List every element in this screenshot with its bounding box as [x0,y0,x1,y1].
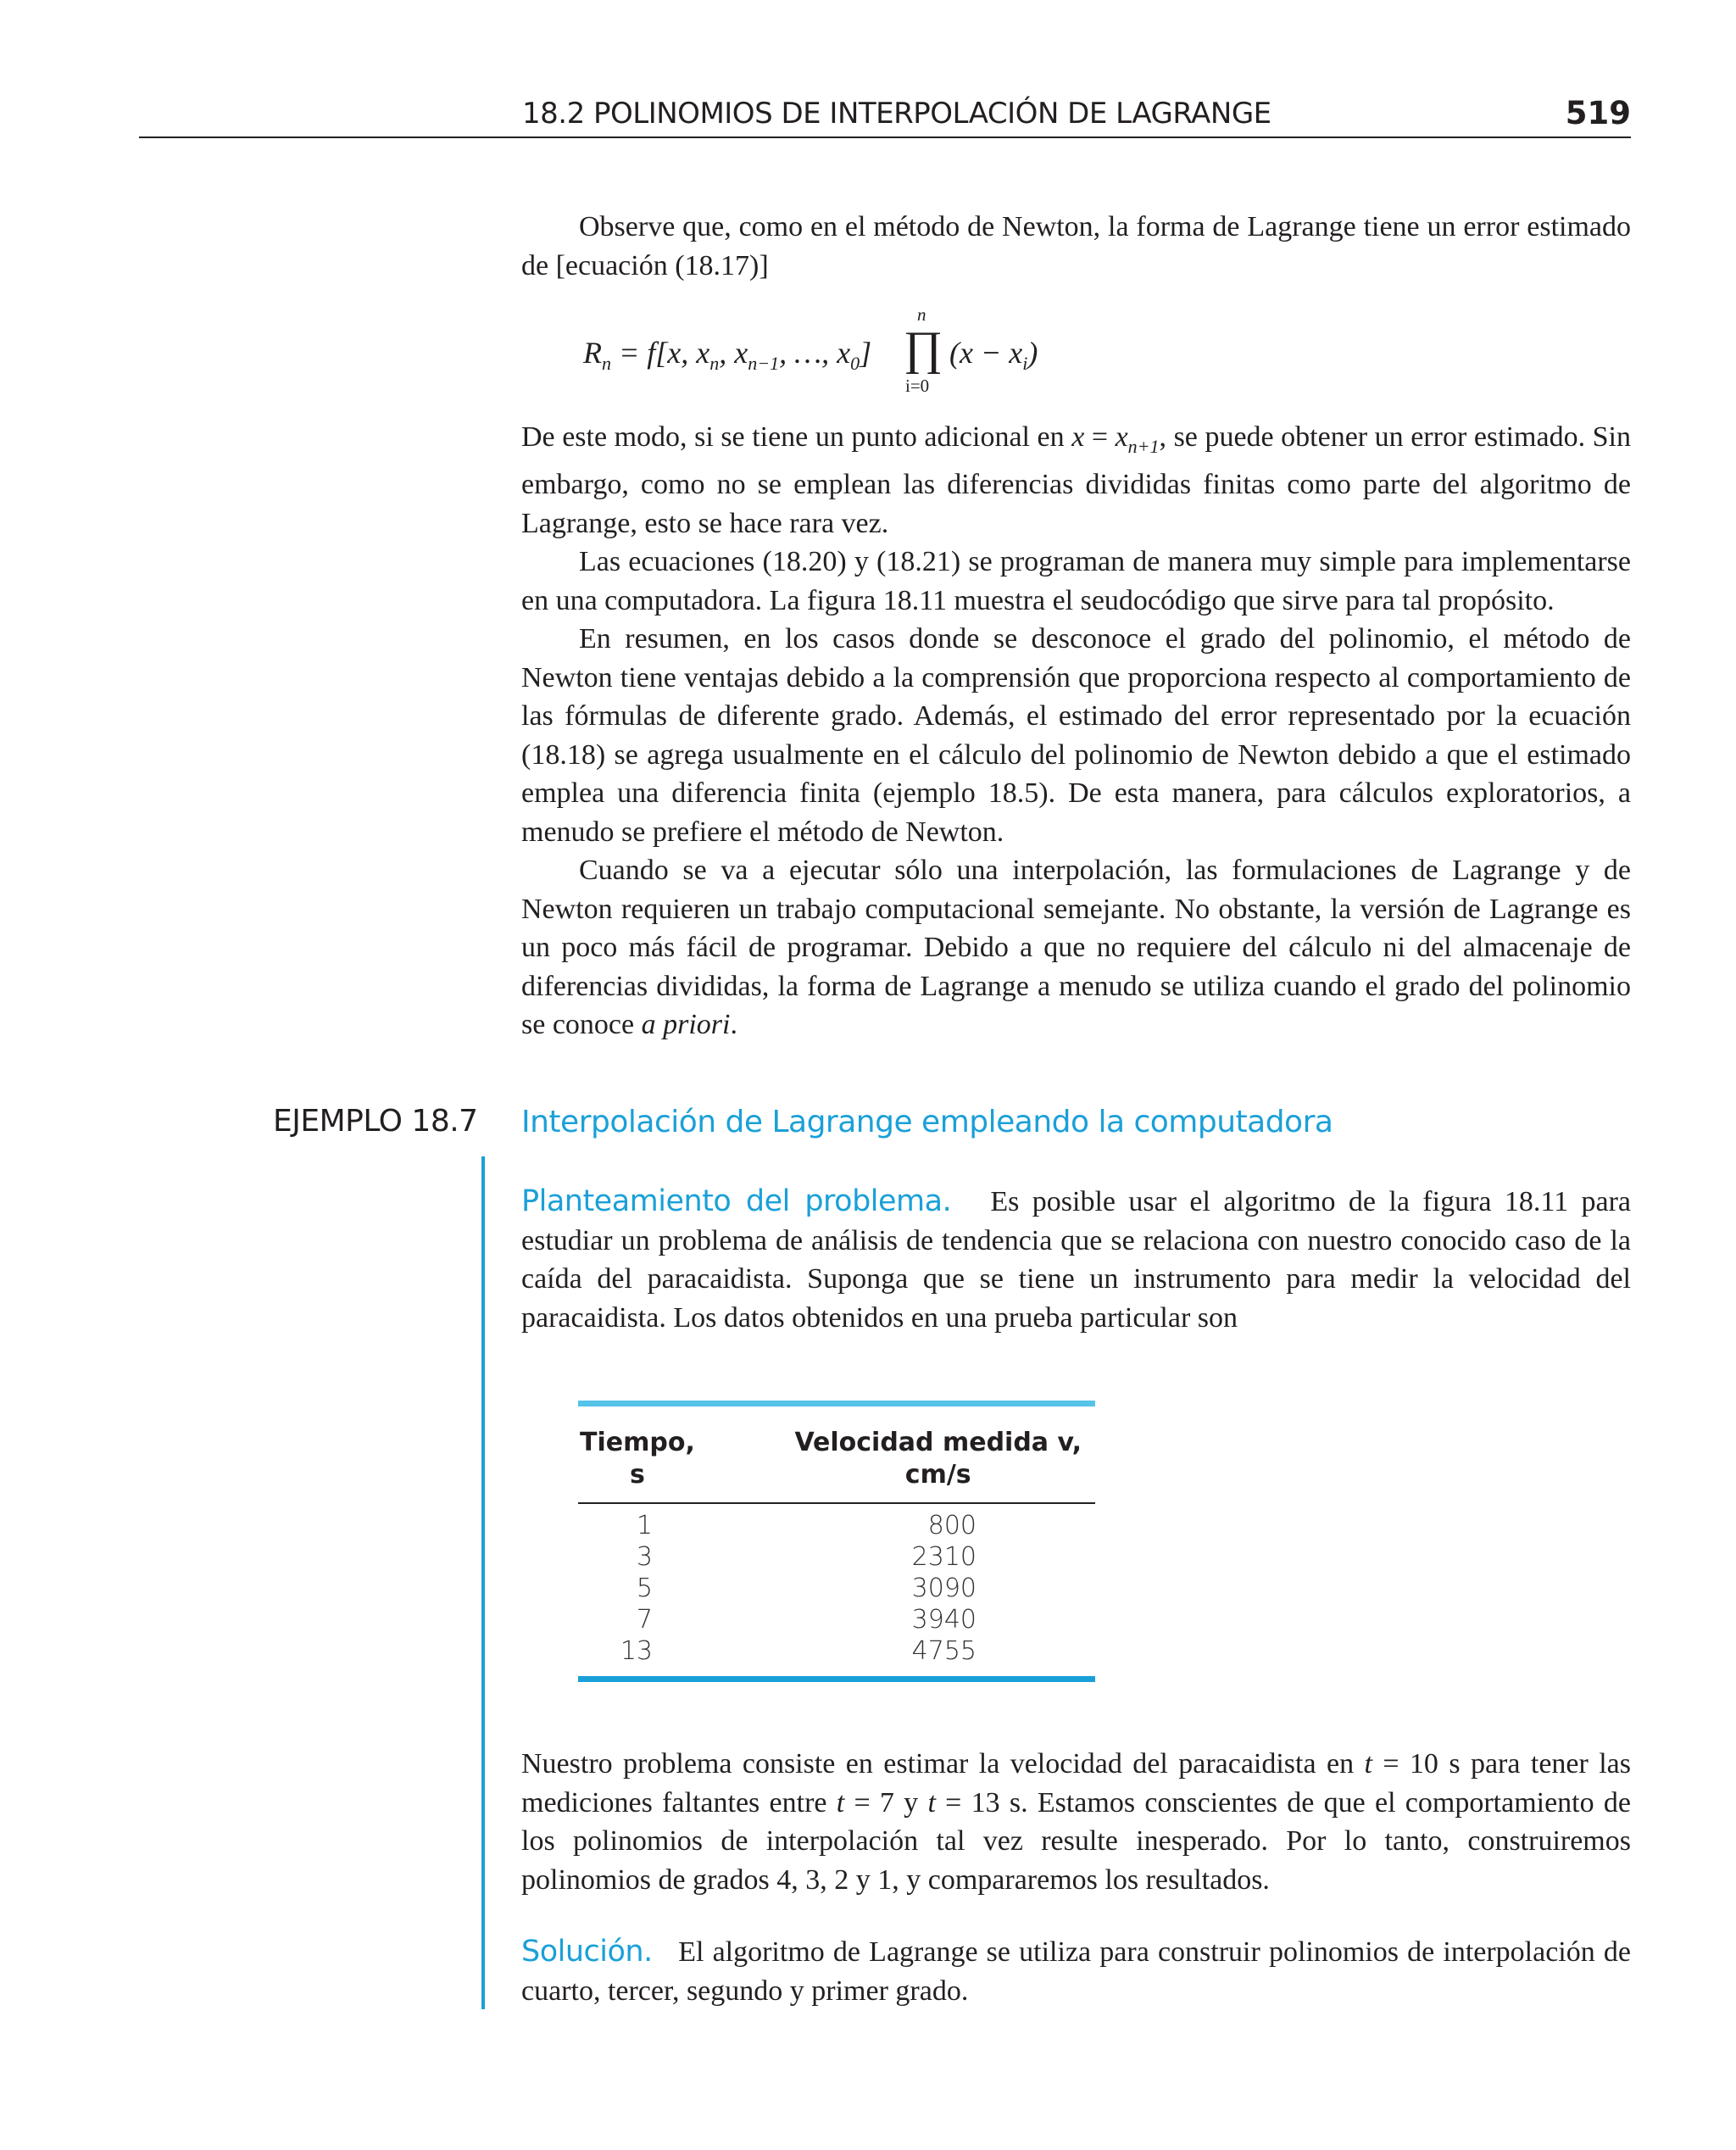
eq-r: R [583,336,602,370]
eq-end: , …, x [779,336,851,370]
after-b: = 10 s para tener las mediciones faltantes entre [521,1748,1631,1819]
intro-block [521,208,1631,285]
p2-eq: = [1084,421,1116,453]
table-row [578,1542,1095,1574]
paragraph-solution [521,1933,1631,2010]
table-body [578,1504,1095,1676]
table-header [578,1406,1095,1502]
col-header-time [580,1427,695,1491]
error-equation [583,304,1058,403]
problem-block [521,1183,1631,1337]
solution-block [521,1933,1631,2010]
eq-rhs: = f[x, x [619,336,710,370]
table-row [578,1636,1095,1668]
p5-em: a priori [641,1009,731,1041]
paragraph-problem [521,1183,1631,1337]
page-number: 519 [1565,95,1631,131]
body-block [521,418,1631,1044]
example-title: Interpolación de Lagrange empleando la computadora [521,1105,1333,1139]
example-label: EJEMPLO 18.7 [273,1104,478,1139]
equation-factor [949,335,1038,375]
eq-mid: , x [719,336,748,370]
col1-line1: Tiempo, [580,1428,695,1457]
p2-x: x [1071,421,1085,453]
paragraph-problem-goal [521,1745,1631,1899]
eq-sub-n: n [709,353,720,375]
after-t3: t [927,1786,936,1819]
paragraph-equations: Las ecuaciones (18.20) y (18.21) se programan de manera muy simple para implementarse en una computadora. La figura 18.11 muestra el seudocódigo que sirve para tal propósito. [521,546,1631,616]
p5-end: . [730,1009,737,1041]
col1-line2: s [629,1460,645,1490]
paragraph-summary: En resumen, en los casos donde se desconoce el grado del polinomio, el método de Newton tiene ventajas debido a la comprensión que proporciona respecto al comportamiento de las fórmulas de diferente grado. Además, el estimado del error representado por la ecuación (18.18) se agrega usualmente en el cálculo del polinomio de Newton debido a que el estimado emplea una diferencia finita (ejemplo 18.5). De esta manera, para cálculos exploratorios, a menudo se prefiere el método de Newton. [521,623,1631,848]
example-side-bar [481,1156,485,2009]
col-header-velocity [794,1427,1082,1491]
col2-line2: cm/s [904,1460,971,1490]
p2-a: De este modo, si se tiene un punto adicional en [521,421,1072,453]
table-row [578,1511,1095,1542]
problem-heading: Planteamiento del problema. [521,1184,952,1218]
header-rule [139,136,1631,138]
eq-r-sub: n [602,353,611,375]
eq-factor: (x − x [949,336,1023,370]
cell-velocity: 800 [927,1511,976,1540]
eq-sub-n1: n−1 [748,353,780,375]
p5-a: Cuando se va a ejecutar sólo una interpolación, las formulaciones de Lagrange y de Newton requieren un trabajo computacional semejante. No obstante, la versión de Lagrange es un poco más fácil de programar. Debido a que no requiere del cálculo ni del almacenaje de diferencias divididas, la forma de Lagrange a menudo se utiliza cuando el grado del polinomio se conoce [521,855,1631,1041]
after-table-block [521,1745,1631,1899]
paragraph-single-interpolation [521,851,1631,1044]
cell-velocity: 2310 [911,1542,976,1572]
paragraph-additional-point [521,418,1631,543]
table-bottom-rule [578,1676,1095,1682]
p2-x2: x [1115,421,1128,453]
after-c: = 7 y [844,1786,928,1819]
cell-velocity: 3090 [911,1574,976,1603]
after-t2: t [836,1786,845,1819]
cell-time: 7 [636,1605,653,1635]
eq-factor-sub: i [1022,353,1028,375]
after-t1: t [1364,1748,1372,1780]
table-row [578,1605,1095,1636]
eq-close: ] [860,336,872,370]
equation-lhs [583,335,871,375]
cell-time: 13 [620,1636,653,1666]
eq-factor-close: ) [1027,336,1038,370]
paragraph-intro: Observe que, como en el método de Newton, la forma de Lagrange tiene un error estimado de [ecuación (18.17)] [521,211,1631,281]
cell-time: 1 [636,1511,653,1540]
running-head: 18.2 POLINOMIOS DE INTERPOLACIÓN DE LAGRANGE [522,97,1271,131]
p2-sub: n+1 [1127,435,1160,457]
cell-velocity: 4755 [911,1636,976,1666]
after-a: Nuestro problema consiste en estimar la velocidad del paracaidista en [521,1748,1365,1780]
table-top-rule [578,1401,1095,1406]
p2-b: , se puede obtener un error estimado. Sin embargo, como no se emplean las diferencias divididas finitas como parte del algoritmo de Lagrange, esto se hace rara vez. [521,421,1631,539]
eq-sub-0: 0 [850,353,860,375]
solution-heading: Solución. [521,1935,653,1969]
cell-time: 3 [636,1542,653,1572]
product-lower-limit: i=0 [905,376,930,396]
problem-text: Es posible usar el algoritmo de la figura 18.11 para estudiar un problema de análisis de tendencia que se relaciona con nuestro conocido caso de la caída del paracaidista. Suponga que se tiene un instrumento para medir la velocidad del paracaidista. Los datos obtenidos en una prueba particular son [521,1186,1632,1334]
col2-line1: Velocidad medida v, [794,1428,1082,1457]
product-symbol: ∏ [904,322,943,375]
after-d: = 13 s. Estamos conscientes de que el comportamiento de los polinomios de interpolación tal vez resulte inesperado. Por lo tanto, construiremos polinomios de grados 4, 3, 2 y 1, y compararemos los resultados. [521,1786,1631,1896]
cell-time: 5 [636,1574,653,1603]
data-table [578,1401,1095,1682]
table-row [578,1574,1095,1605]
product-upper-limit: n [917,304,926,325]
cell-velocity: 3940 [911,1605,976,1635]
solution-text: El algoritmo de Lagrange se utiliza para construir polinomios de interpolación de cuarto, tercer, segundo y primer grado. [521,1936,1631,2007]
